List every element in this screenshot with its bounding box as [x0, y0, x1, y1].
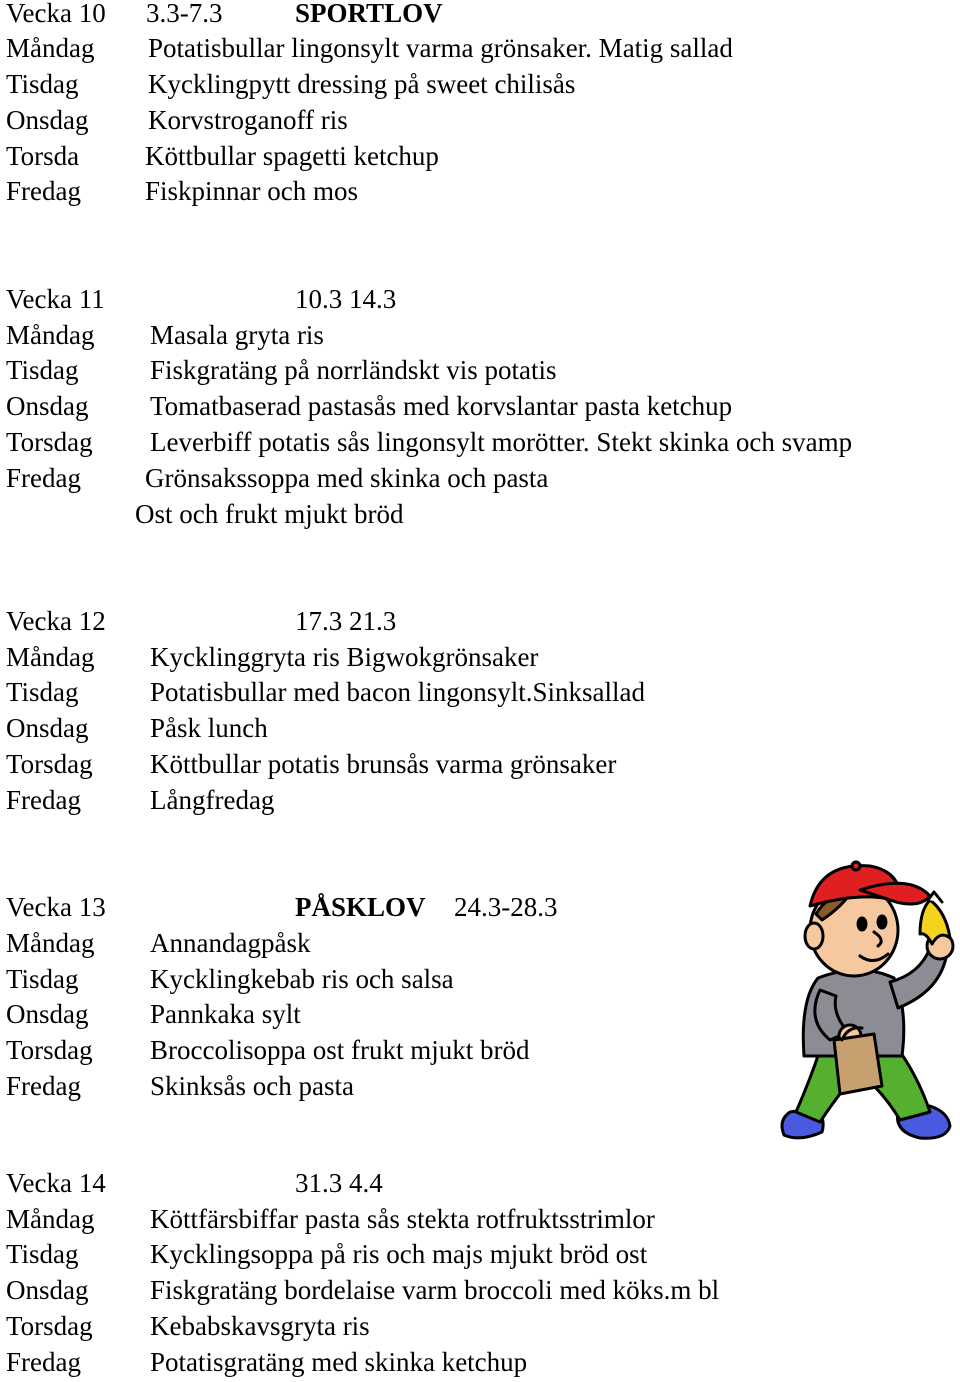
week-label: Vecka 12	[6, 606, 106, 636]
dish-text: Broccolisoppa ost frukt mjukt bröd	[150, 1035, 530, 1065]
dish-text: Potatisgratäng med skinka ketchup	[150, 1347, 528, 1377]
day-label: Fredag	[6, 1071, 81, 1101]
week-label: Vecka 11	[6, 284, 105, 314]
dish-text: Fiskgratäng bordelaise varm broccoli med köks.m bl	[150, 1275, 720, 1305]
day-label: Torsdag	[6, 1035, 93, 1065]
week-label: Vecka 10	[6, 0, 106, 28]
dish-text: Skinksås och pasta	[150, 1071, 354, 1101]
day-label: Torsda	[6, 141, 80, 171]
dish-text: Potatisbullar lingonsylt varma grönsaker. Matig sallad	[148, 33, 733, 63]
dish-text: Korvstroganoff ris	[148, 105, 348, 135]
week-label: Vecka 14	[6, 1168, 106, 1198]
dish-text: Kycklingpytt dressing på sweet chilisås	[148, 69, 576, 99]
day-label: Torsdag	[6, 1311, 93, 1341]
week-dates: 10.3 14.3	[295, 284, 397, 314]
day-label: Måndag	[6, 33, 95, 63]
dish-text: Kebabskavsgryta ris	[150, 1311, 370, 1341]
day-label: Tisdag	[6, 677, 79, 707]
dish-text: Påsk lunch	[150, 713, 268, 743]
week-dates: 31.3 4.4	[295, 1168, 383, 1198]
day-label: Tisdag	[6, 1239, 79, 1269]
day-label: Måndag	[6, 928, 95, 958]
day-label: Torsdag	[6, 427, 93, 457]
day-label: Onsdag	[6, 391, 89, 421]
day-label: Tisdag	[6, 964, 79, 994]
day-label: Tisdag	[6, 69, 79, 99]
day-label: Tisdag	[6, 355, 79, 385]
week-dates: 24.3-28.3	[454, 892, 558, 922]
dish-text: Köttbullar potatis brunsås varma grönsaker	[150, 749, 617, 779]
day-label: Onsdag	[6, 713, 89, 743]
dish-text: Fiskgratäng på norrländskt vis potatis	[150, 355, 557, 385]
day-label: Måndag	[6, 642, 95, 672]
boy-with-banana-and-lunch-bag-icon	[770, 850, 960, 1150]
day-label: Onsdag	[6, 105, 89, 135]
dish-text: Kycklinggryta ris Bigwokgrönsaker	[150, 642, 539, 672]
day-label: Fredag	[6, 176, 81, 206]
dish-text: Kycklingkebab ris och salsa	[150, 964, 454, 994]
week-dates: 17.3 21.3	[295, 606, 397, 636]
dish-text: Köttbullar spagetti ketchup	[145, 141, 439, 171]
dish-text: Pannkaka sylt	[150, 999, 301, 1029]
week-note: PÅSKLOV	[295, 892, 426, 922]
dish-text: Grönsakssoppa med skinka och pasta	[145, 463, 549, 493]
week-dates: 3.3-7.3	[146, 0, 223, 28]
dish-text: Fiskpinnar och mos	[145, 176, 358, 206]
day-label: Onsdag	[6, 1275, 89, 1305]
dish-text: Masala gryta ris	[150, 320, 324, 350]
day-label: Onsdag	[6, 999, 89, 1029]
dish-text: Annandagpåsk	[150, 928, 311, 958]
dish-text: Långfredag	[150, 785, 275, 815]
day-label: Fredag	[6, 463, 81, 493]
dish-text: Kycklingsoppa på ris och majs mjukt bröd ost	[150, 1239, 648, 1269]
dish-text: Ost och frukt mjukt bröd	[135, 499, 404, 529]
day-label: Måndag	[6, 320, 95, 350]
day-label: Torsdag	[6, 749, 93, 779]
dish-text: Leverbiff potatis sås lingonsylt morötter. Stekt skinka och svamp	[150, 427, 853, 457]
day-label: Måndag	[6, 1204, 95, 1234]
dish-text: Potatisbullar med bacon lingonsylt.Sinksallad	[150, 677, 645, 707]
day-label: Fredag	[6, 785, 81, 815]
week-note: SPORTLOV	[295, 0, 443, 28]
day-label: Fredag	[6, 1347, 81, 1377]
dish-text: Köttfärsbiffar pasta sås stekta rotfruktsstrimlor	[150, 1204, 655, 1234]
week-label: Vecka 13	[6, 892, 106, 922]
dish-text: Tomatbaserad pastasås med korvslantar pasta ketchup	[150, 391, 733, 421]
